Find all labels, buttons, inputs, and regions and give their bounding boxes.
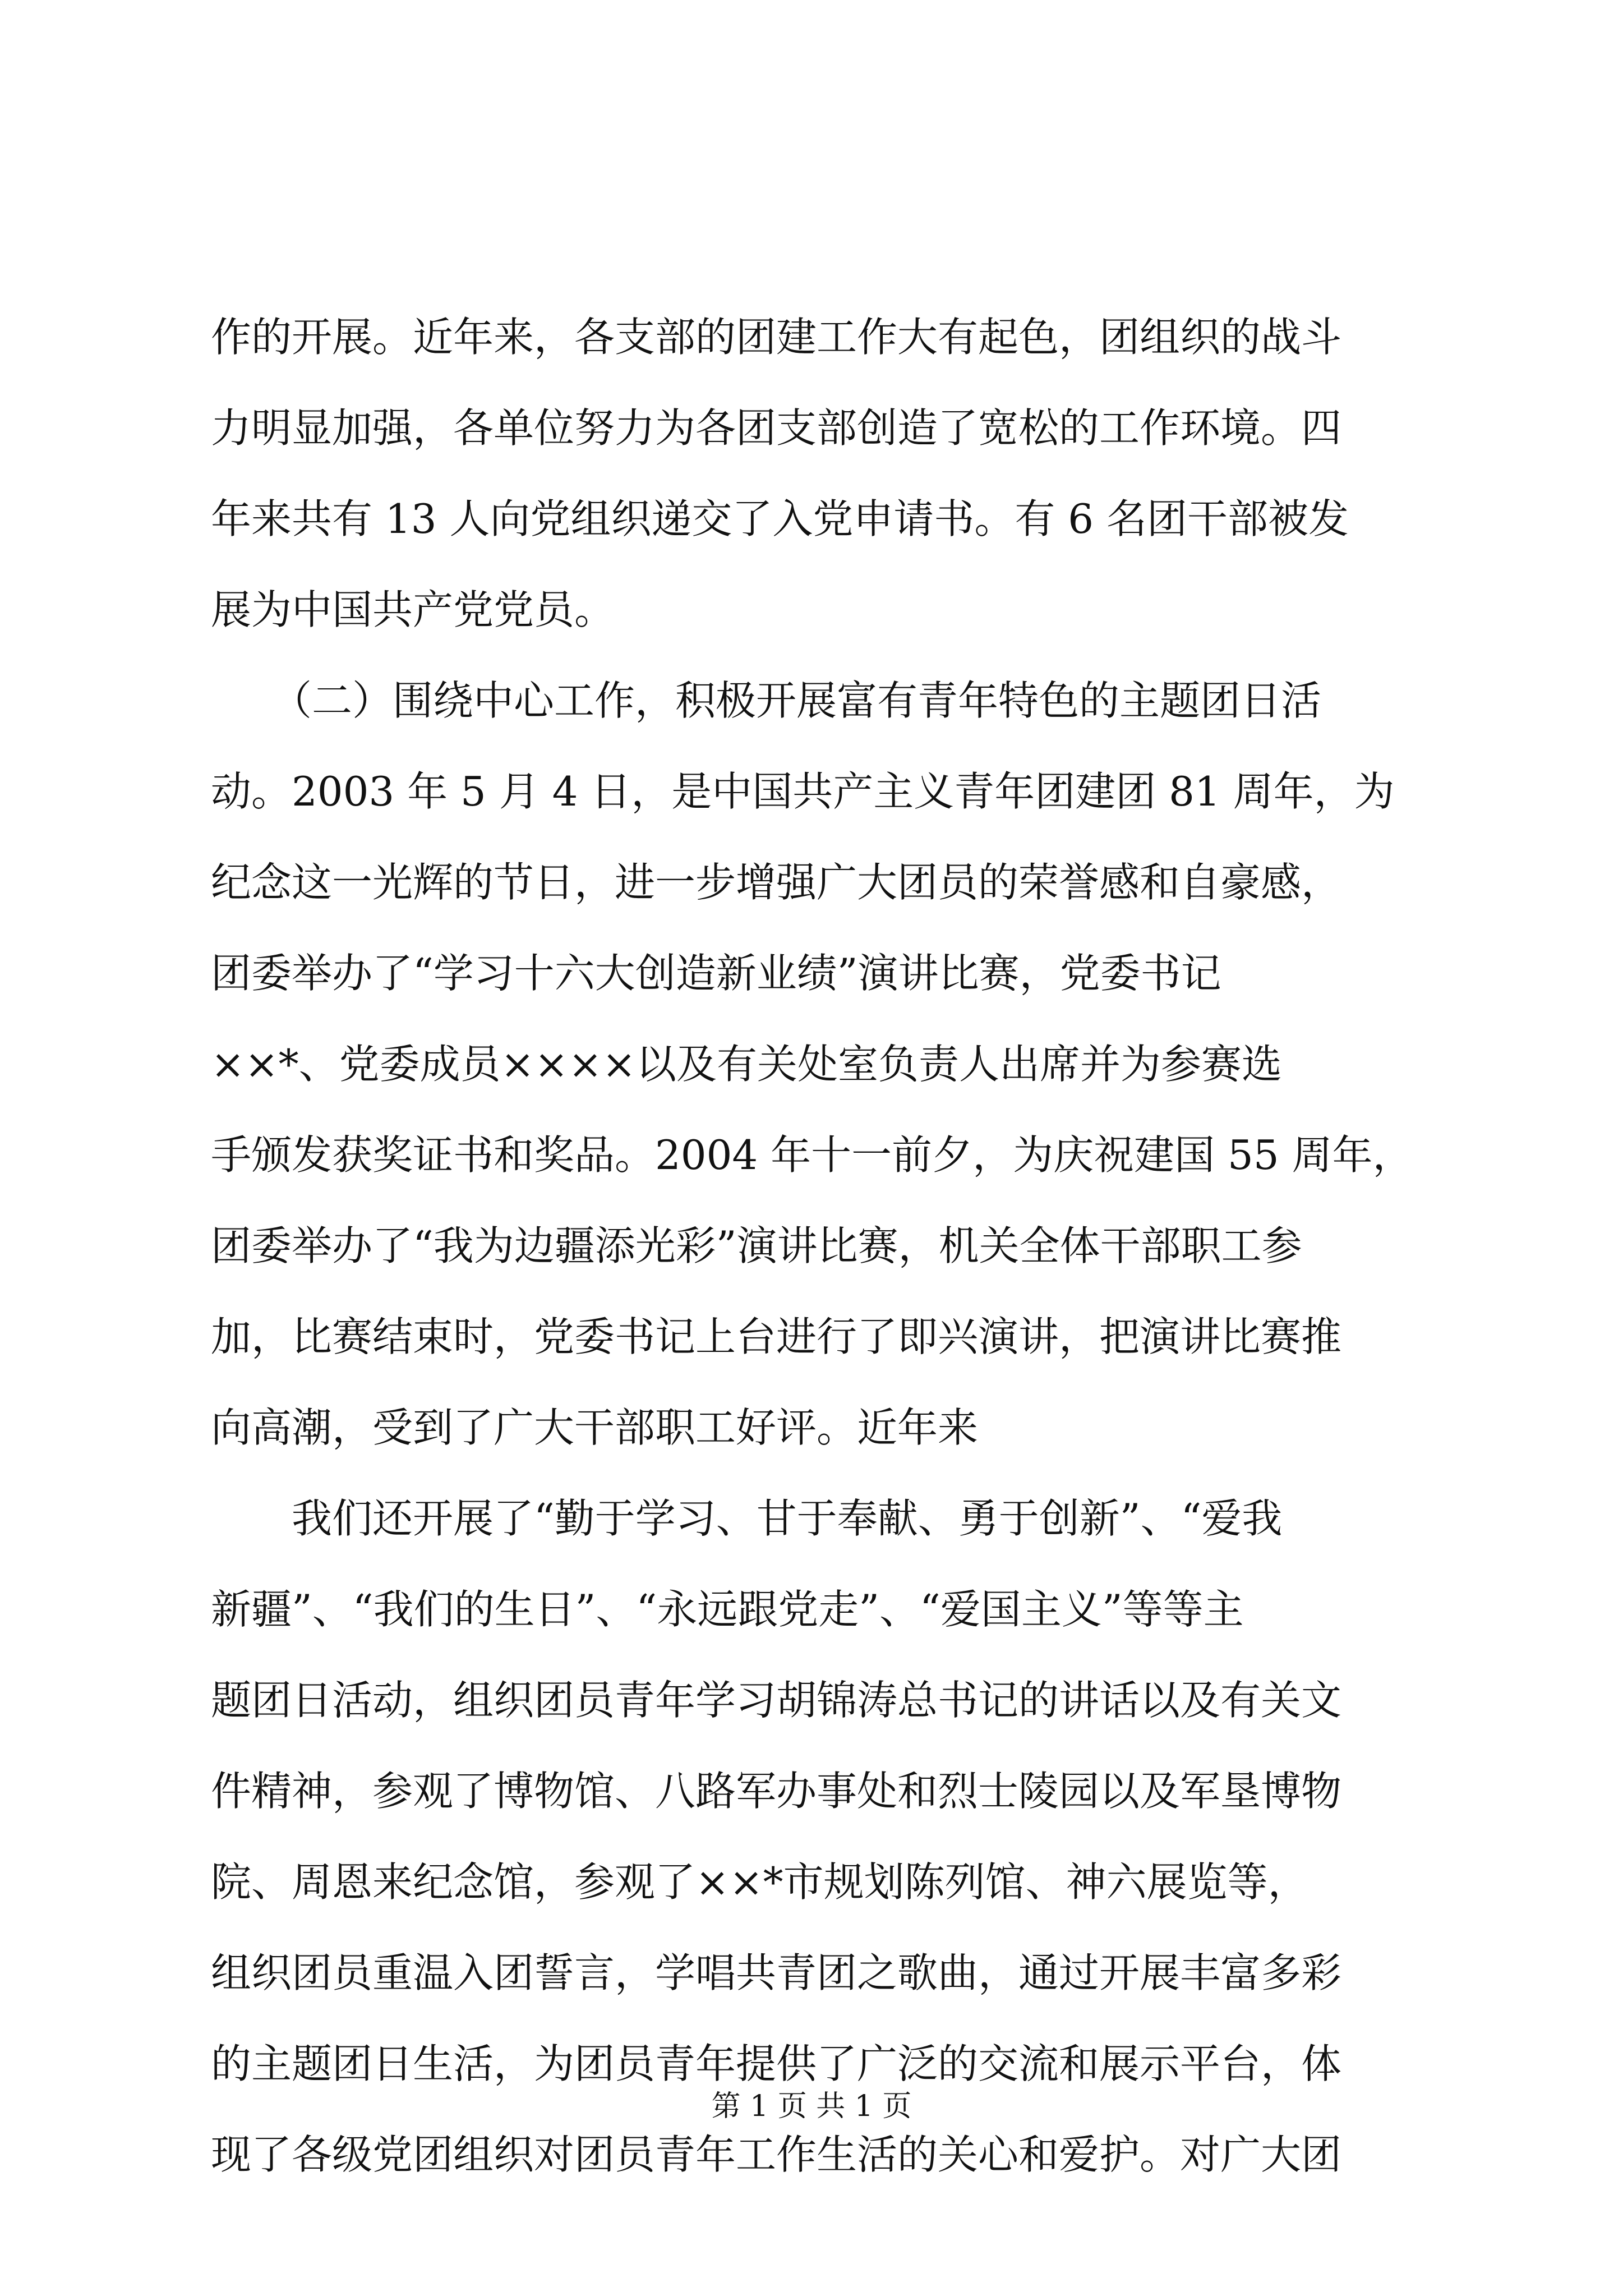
text-line: 向高潮，受到了广大干部职工好评。近年来: [211, 1404, 979, 1451]
page-number-label: 第 1 页 共 1 页: [711, 2090, 912, 2123]
text-line: 题团日活动，组织团员青年学习胡锦涛总书记的讲话以及有关文: [211, 1677, 1342, 1724]
text-line: （二）围绕中心工作，积极开展富有青年特色的主题团日活: [211, 677, 1322, 724]
text-line: 新疆”、“我们的生日”、“永远跟党走”、“爱国主义”等等主: [211, 1586, 1244, 1633]
page-footer: [0, 2087, 1623, 2126]
text-line: 动。2003 年 5 月 4 日，是中国共产主义青年团建团 81 周年，为: [211, 768, 1395, 815]
text-line: 纪念这一光辉的节日，进一步增强广大团员的荣誉感和自豪感，: [211, 859, 1342, 906]
text-line: 院、周恩来纪念馆，参观了××*市规划陈列馆、神六展览等，: [211, 1858, 1308, 1906]
text-line: 加，比赛结束时，党委书记上台进行了即兴演讲，把演讲比赛推: [211, 1313, 1342, 1360]
text-line: 年来共有 13 人向党组织递交了入党申请书。有 6 名团干部被发: [211, 495, 1349, 542]
text-line: 力明显加强，各单位努力为各团支部创造了宽松的工作环境。四: [211, 404, 1342, 452]
text-line: 团委举办了“学习十六大创造新业绩”演讲比赛，党委书记: [211, 950, 1221, 997]
text-line: 手颁发获奖证书和奖品。2004 年十一前夕，为庆祝建国 55 周年，: [211, 1131, 1413, 1179]
text-line: 组织团员重温入团誓言，学唱共青团之歌曲，通过开展丰富多彩: [211, 1949, 1342, 1996]
text-line: ××*、党委成员××××以及有关处室负责人出席并为参赛选: [211, 1041, 1282, 1088]
text-line: 的主题团日生活，为团员青年提供了广泛的交流和展示平台，体: [211, 2040, 1342, 2087]
document-body: [211, 292, 1417, 2200]
text-line: 件精神，参观了博物馆、八路军办事处和烈士陵园以及军垦博物: [211, 1768, 1342, 1815]
text-line: 展为中国共产党党员。: [211, 586, 615, 633]
text-line: 现了各级党团组织对团员青年工作生活的关心和爱护。对广大团: [211, 2131, 1342, 2178]
text-line: 我们还开展了“勤于学习、甘于奉献、勇于创新”、“爱我: [211, 1495, 1283, 1542]
text-line: 作的开展。近年来，各支部的团建工作大有起色，团组织的战斗: [211, 314, 1342, 361]
text-line: 团委举办了“我为边疆添光彩”演讲比赛，机关全体干部职工参: [211, 1222, 1302, 1269]
